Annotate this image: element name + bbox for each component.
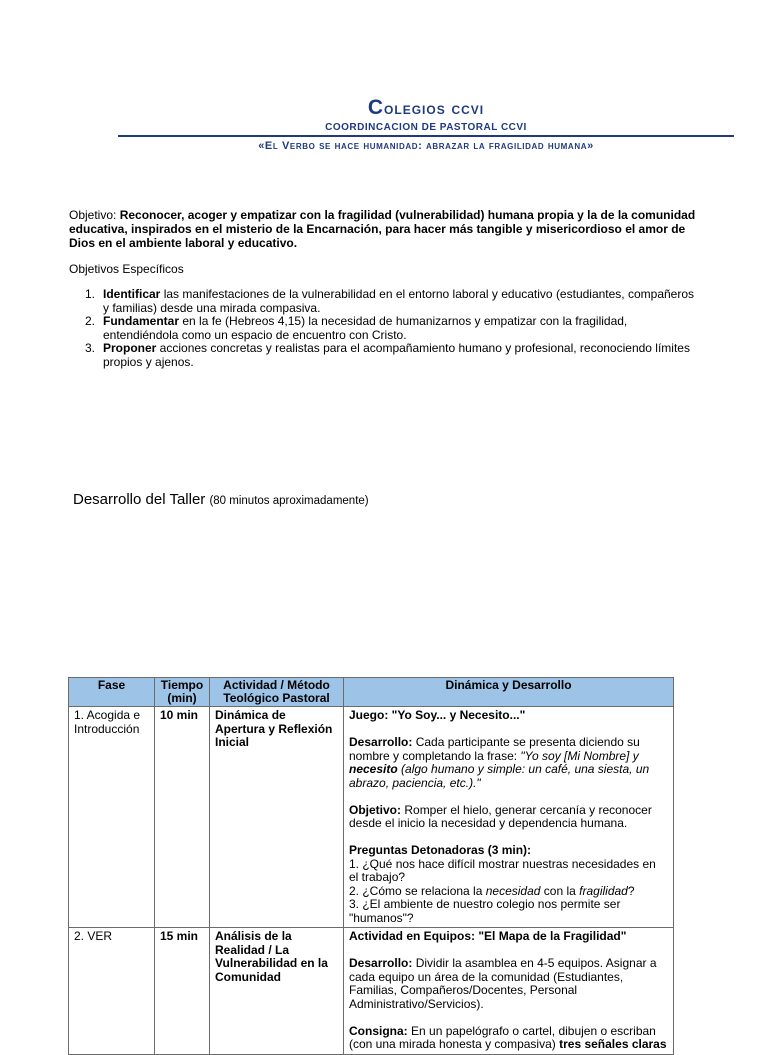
- list-item: 3. Proponer acciones concretas y realistas para el acompañamiento humano y profesional, reconociendo límites propios y ajenos.: [85, 341, 690, 369]
- row2-actividad: Análisis de la Realidad / La Vulnerabilidad en la Comunidad: [210, 928, 344, 1055]
- specific-objectives-label: Objetivos Específicos: [69, 262, 184, 276]
- general-objective: Objetivo: Reconocer, acoger y empatizar con la fragilidad (vulnerabilidad) humana propia y la de la comunidad educativa, inspirados en el misterio de la Encarnación, para hacer más tangible y misericordioso el amor de Dios en el ambiente laboral y educativo.: [69, 208, 696, 250]
- row2-consigna: Consigna: En un papelógrafo o cartel, dibujen o escriban (con una mirada honesta y compasiva) tres señales claras: [349, 1023, 667, 1051]
- col-fase: Fase: [69, 678, 155, 707]
- row2-desarrollo: Desarrollo: Dividir la asamblea en 4-5 equipos. Asignar a cada equipo un área de la comunidad (Estudiantes, Familias, Compañeros/Docentes, Personal Administrativo/Servicios).: [349, 956, 657, 1011]
- row1-objetivo: Objetivo: Romper el hielo, generar cercanía y reconocer desde el inicio la necesidad y dependencia humana.: [349, 802, 652, 830]
- row1-desarrollo: Desarrollo: Cada participante se presenta diciendo su nombre y completando la frase: "Yo soy [Mi Nombre] y necesito (algo humano y simple: un café, una siesta, un abrazo, paciencia, etc.).": [349, 735, 650, 790]
- pastoral-subtitle: COORDINCACION DE PASTORAL CCVI: [325, 122, 527, 133]
- header-divider: [118, 135, 734, 137]
- col-tiempo: Tiempo (min): [155, 678, 210, 707]
- motto: «El Verbo se hace humanidad: abrazar la fragilidad humana»: [258, 140, 594, 152]
- col-dinamica: Dinámica y Desarrollo: [344, 678, 674, 707]
- col-actividad: Actividad / Método Teológico Pastoral: [210, 678, 344, 707]
- row2-fase: 2. VER: [69, 928, 155, 1055]
- workshop-table: [68, 677, 674, 1055]
- workshop-heading: Desarrollo del Taller (80 minutos aproximadamente): [73, 491, 369, 508]
- table-row: [69, 707, 674, 928]
- specific-objectives-list: [69, 288, 699, 369]
- table-row: [69, 928, 674, 1055]
- row1-dinamica: [344, 707, 674, 928]
- list-item: 2. Fundamentar en la fe (Hebreos 4,15) la necesidad de humanizarnos y empatizar con la fragilidad, entendiéndola como un espacio de encuentro con Cristo.: [85, 314, 628, 342]
- school-title: Colegios ccvi: [367, 96, 485, 119]
- row1-tiempo: 10 min: [155, 707, 210, 928]
- row1-fase: 1. Acogida e Introducción: [69, 707, 155, 928]
- table-header-row: [69, 678, 674, 707]
- row1-actividad: Dinámica de Apertura y Reflexión Inicial: [210, 707, 344, 928]
- row2-activity-title: Actividad en Equipos: "El Mapa de la Fragilidad": [349, 929, 627, 943]
- row1-juego: Juego: "Yo Soy... y Necesito...": [349, 708, 526, 722]
- row2-dinamica: [344, 928, 674, 1055]
- row2-tiempo: 15 min: [155, 928, 210, 1055]
- row1-preguntas: Preguntas Detonadoras (3 min): 1. ¿Qué nos hace difícil mostrar nuestras necesidades en el trabajo? 2. ¿Cómo se relaciona la necesidad con la fragilidad? 3. ¿El ambiente de nuestro colegio nos permite ser "humanos"?: [349, 843, 656, 925]
- list-item: 1. Identificar las manifestaciones de la vulnerabilidad en el entorno laboral y educativo (estudiantes, compañeros y familias) desde una mirada compasiva.: [85, 287, 695, 315]
- document-header: [118, 96, 734, 152]
